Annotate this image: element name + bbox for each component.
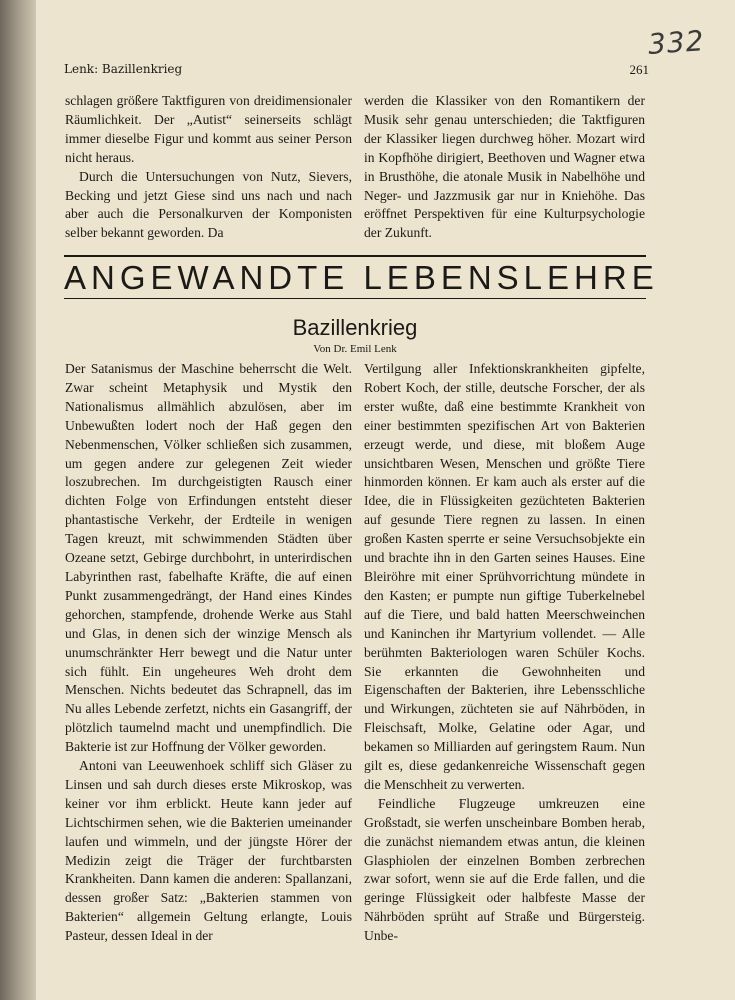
section-rule-bottom <box>64 298 646 299</box>
paragraph: Vertilgung aller Infektionskrankheiten gipfelte, Robert Koch, der stille, deutsche Forscher, der als erster wußte, daß eine bestimmte Krankheit von einer bestimmten spezifischen Art von Bakterien erzeugt werde, und diese, mit bloßem Auge unsichtbaren Wesen, Menschen und größte Tiere hinmorden können. Er kam auch als erster auf die Idee, die in Flüssigkeiten gezüchteten Bakterien auf gesunde Tiere regnen zu lassen. In einen großen Kasten sperrte er seine Versuchsobjekte ein und brachte ihn in den Garten seines Hauses. Eine Bleiröhre mit einer Sprühvorrichtung mündete in den Kasten; er pumpte nun giftige Tuberkelnebel auf die Tiere, und bald hatten Meerschweinchen und Kaninchen ihr Martyrium vollendet. — Alle berühmten Bakteriologen waren Schüler Kochs. Sie erkannten die Gewohnheiten und Eigenschaften der Bakterien, ihre Lebensschliche und Wirkungen, züchteten sie auf Nährböden, in Fleischsaft, Molke, Gelatine oder Agar, und bekamen so Milliarden auf geringstem Raum. Nun gilt es, diese gedankenreiche Wissenschaft gegen die Menschheit zu verwerten. <box>364 361 645 792</box>
article-byline: Von Dr. Emil Lenk <box>313 343 397 355</box>
paragraph: Der Satanismus der Maschine beherrscht die Welt. Zwar scheint Metaphysik und Mystik den Nationalismus allmählich abzulösen, aber im Unbewußten lodert noch der Haß gegen den Nebenmenschen, Völker schließen sich zusammen, um gegen andere zur gelegenen Zeit wieder loszubrechen. Im durchgeistigten Rausch einer dichten Folge von Erfindungen entsteht dieser phantastische Verkehr, der Erdteile in wenigen Tagen kreuzt, mit schwimmenden Städten über Ozeane setzt, Gebirge durchbohrt, in unterirdischen Labyrinthen rast, fabelhafte Kräfte, die auf einen Punkt zusammengedrängt, der Hand eines Kindes gehorchen, stampfende, drohende Werke aus Stahl und Glas, in denen sich der winzige Mensch als unumschränkter Herr bewegt und die Natur unter sich fühlt. Ein ungeheures Weh droht dem Menschen. Nichts bedeutet das Schrapnell, das im Nu alles Lebende zerfetzt, nichts ein Gasangriff, der plötzlich taumelnd macht und unempfindlich. Die Bakterie ist zur Hoffnung der Völker geworden. <box>65 361 352 755</box>
paragraph: werden die Klassiker von den Romantikern der Musik sehr genau unterschieden; die Taktfiguren der Klassiker liegen durchweg höher. Mozart wird in Kopfhöhe dirigiert, Beethoven und Wagner etwa in Brusthöhe, die atonale Musik in Nabelhöhe und Neger- und Jazzmusik gar nur in Kniehöhe. Das eröffnet Perspektiven für eine Kulturpsychologie der Zukunft. <box>364 93 645 241</box>
article-title: Bazillenkrieg <box>292 315 418 340</box>
running-title: Lenk: Bazillenkrieg <box>64 62 183 76</box>
paragraph: Antoni van Leeuwenhoek schliff sich Gläser zu Linsen und sah durch dieses erste Mikroskop, was keiner vor ihm erblickt. Heute kann jeder auf Lichtschirmen sehen, wie die Bakterien umeinander laufen und wimmeln, und der jüngste Hörer der Medizin zeigt die Träger der furchtbarsten Krankheiten. Dann kamen die anderen: Spallanzani, dessen großer Satz: „Bakterien stammen von Bakterien“ allgemein Geltung erlangte, Louis Pasteur, dessen Ideal in der <box>65 758 352 944</box>
handwritten-archive-number: 332 <box>646 24 706 61</box>
book-binding-gutter <box>0 0 36 1000</box>
running-header <box>64 62 649 80</box>
paragraph: schlagen größere Taktfiguren von dreidimensionaler Räumlichkeit. Der „Autist“ seinerseits schlägt immer dieselbe Figur und kommt aus seiner Person nicht heraus. <box>65 93 352 165</box>
section-rule-top <box>64 255 646 257</box>
article-right-column <box>364 360 645 946</box>
article-left-column <box>65 360 352 946</box>
previous-article-left-column <box>65 92 352 243</box>
magazine-page <box>36 0 735 1000</box>
section-heading: ANGEWANDTE LEBENSLEHRE <box>64 259 659 296</box>
paragraph: Feindliche Flugzeuge umkreuzen eine Großstadt, sie werfen unscheinbare Bomben herab, die zunächst niemandem etwas antun, die kleinen Glasphiolen der einzelnen Bomben zerbrechen zwar sofort, wenn sie auf die Erde fallen, und die geringe Flüssigkeit oder halbfeste Masse der Nährböden sprüht auf Straße und Bürgersteig. Unbe- <box>364 795 645 944</box>
page-number: 261 <box>629 62 649 77</box>
previous-article-right-column <box>364 92 645 243</box>
paragraph: Durch die Untersuchungen von Nutz, Sievers, Becking und jetzt Giese sind uns nach und nach aber auch die Personalkurven der Komponisten selber bekannt geworden. Da <box>65 168 352 241</box>
